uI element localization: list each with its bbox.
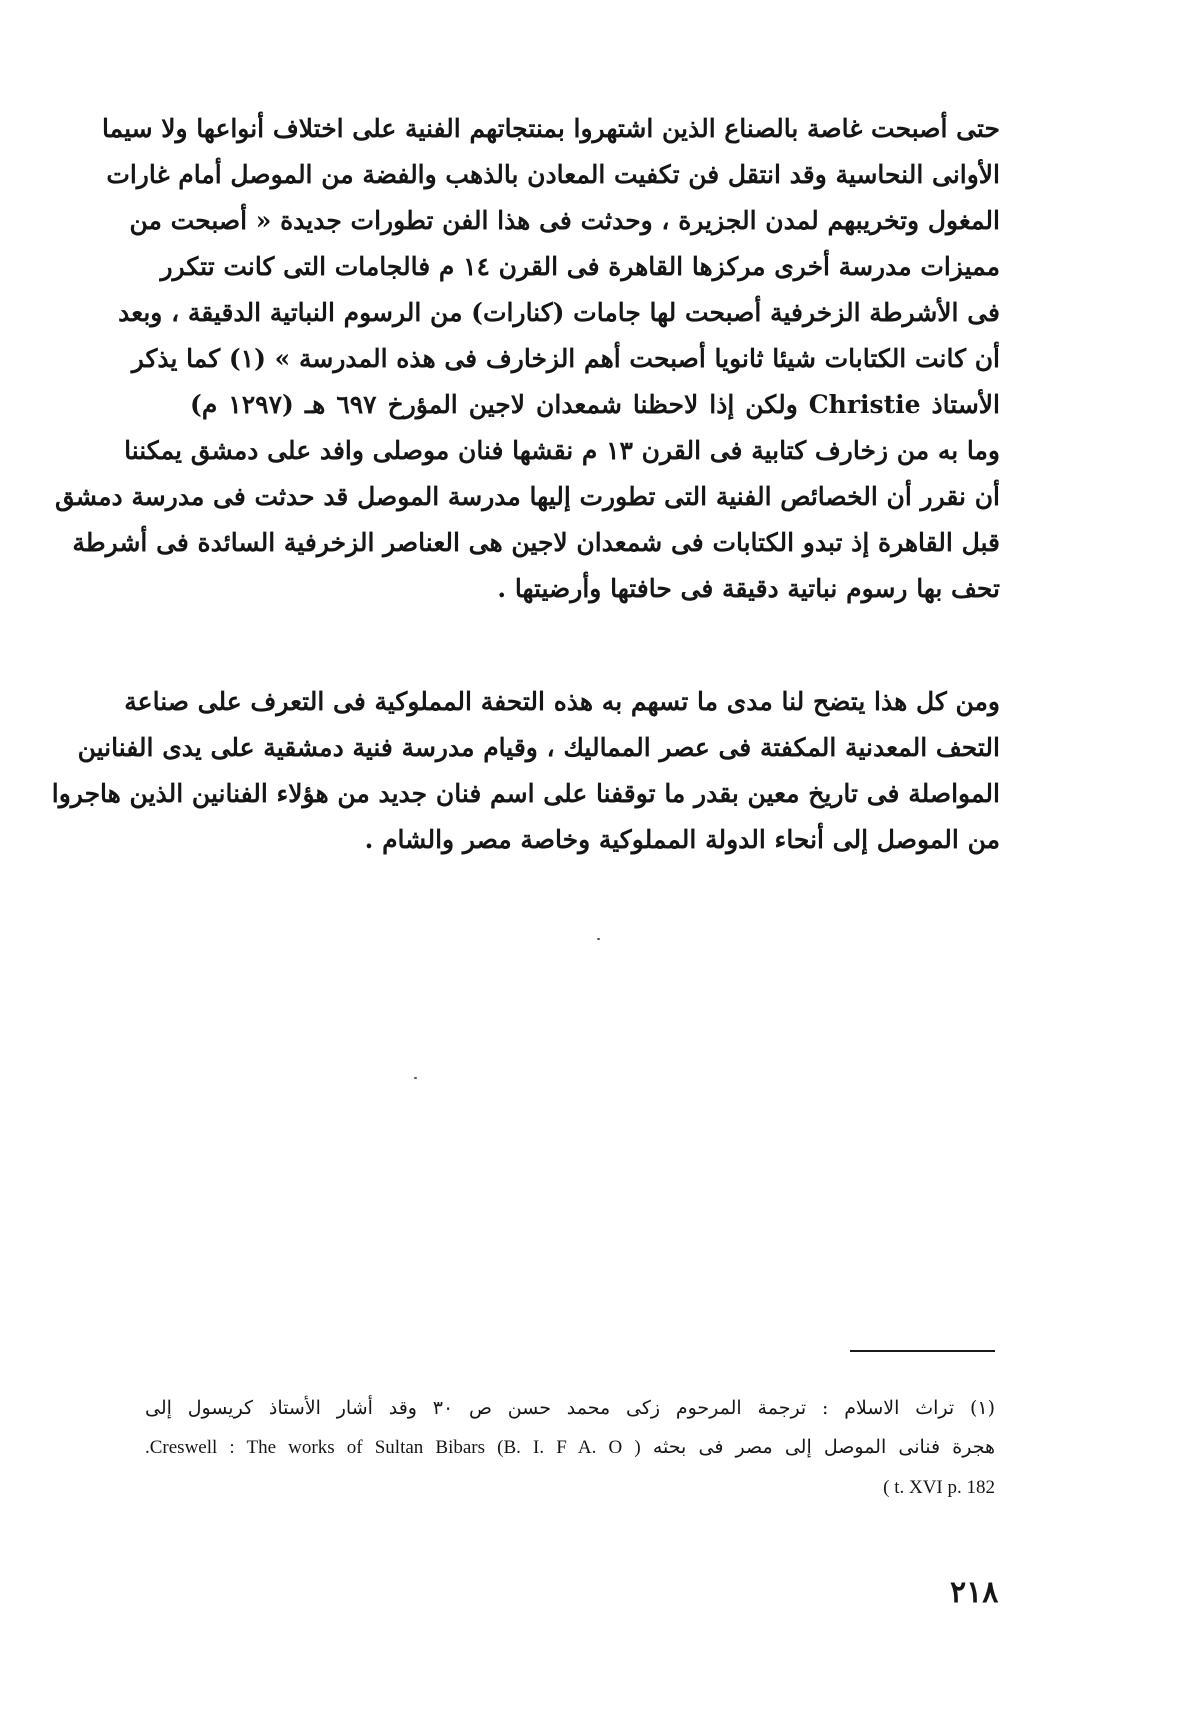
- body-paragraph-1: [55, 112, 1000, 618]
- text-line: حتى أصبحت غاصة بالصناع الذين اشتهروا بمنتجاتهم الفنية على اختلاف أنواعها ولا سيما: [102, 114, 1000, 143]
- text-line: أن كانت الكتابات شيئا ثانويا أصبحت أهم الزخارف فى هذه المدرسة » (١) كما يذكر: [131, 344, 1000, 373]
- page-number: ٢١٨: [950, 1575, 999, 1610]
- text-line: المواصلة فى تاريخ معين بقدر ما توقفنا على اسم فنان جديد من هؤلاء الفنانين الذين هاجروا: [51, 779, 1000, 808]
- scan-speck: [414, 1077, 417, 1079]
- footnote-line: (١) تراث الاسلام : ترجمة المرحوم زكى محمد حسن ص ٣٠ وقد أشار الأستاذ كريسول إلى: [145, 1397, 995, 1419]
- text-line: من الموصل إلى أنحاء الدولة المملوكية وخاصة مصر والشام .: [364, 825, 1000, 854]
- footnotes: [145, 1395, 995, 1515]
- text-line: أن نقرر أن الخصائص الفنية التى تطورت إليها مدرسة الموصل قد حدثت فى مدرسة دمشق: [55, 482, 1000, 511]
- text-line: تحف بها رسوم نباتية دقيقة فى حافتها وأرضيتها .: [497, 574, 1000, 603]
- text-line: فى الأشرطة الزخرفية أصبحت لها جامات (كنارات) من الرسوم النباتية الدقيقة ، وبعد: [118, 298, 1000, 327]
- body-paragraph-2: [51, 685, 1000, 869]
- footnote-line: هجرة فنانى الموصل إلى مصر فى بحثه ( Creswell : The works of Sultan Bibars (B. I. F A. O.: [145, 1437, 995, 1458]
- footnote-line: t. XVI p. 182 ): [883, 1477, 995, 1498]
- scan-speck: [597, 938, 600, 940]
- text-line: وما به من زخارف كتابية فى القرن ١٣ م نقشها فنان موصلى وافد على دمشق يمكننا: [124, 436, 1000, 465]
- text-line: مميزات مدرسة أخرى مركزها القاهرة فى القرن ١٤ م فالجامات التى كانت تتكرر: [160, 252, 1000, 281]
- text-line: التحف المعدنية المكفتة فى عصر المماليك ، وقيام مدرسة فنية دمشقية على يدى الفنانين: [77, 733, 1000, 762]
- footnote-separator: [850, 1350, 995, 1352]
- text-line: قبل القاهرة إذ تبدو الكتابات فى شمعدان لاجين هى العناصر الزخرفية السائدة فى أشرطة: [72, 528, 1000, 557]
- text-line: الأوانى النحاسية وقد انتقل فن تكفيت المعادن بالذهب والفضة من الموصل أمام غارات: [106, 160, 1000, 189]
- text-line: ومن كل هذا يتضح لنا مدى ما تسهم به هذه التحفة المملوكية فى التعرف على صناعة: [124, 687, 1000, 716]
- text-line: الأستاذ Christie ولكن إذا لاحظنا شمعدان لاجين المؤرخ ٦٩٧ هـ (١٢٩٧ م): [190, 390, 1000, 419]
- text-line: المغول وتخريبهم لمدن الجزيرة ، وحدثت فى هذا الفن تطورات جديدة « أصبحت من: [129, 206, 1000, 235]
